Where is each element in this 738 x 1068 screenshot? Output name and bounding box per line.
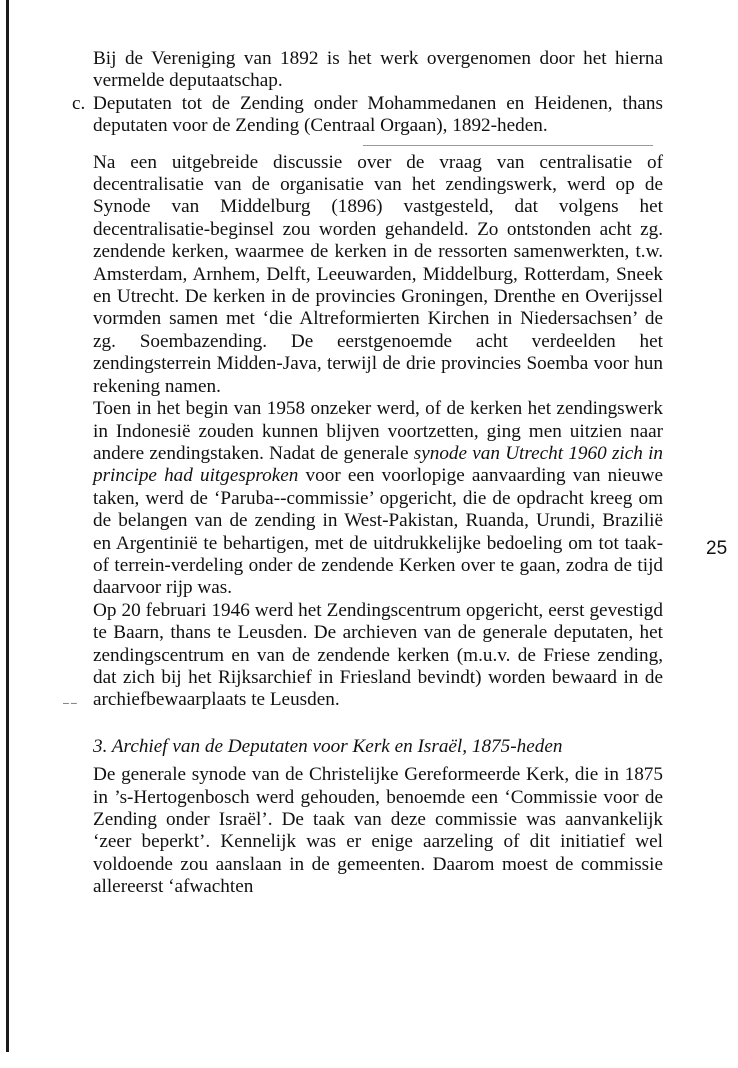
list-item-c-text: Deputaten tot de Zending onder Mohammedanen en Heidenen, thans deputaten voor de Zending (Centraal Orgaan), 1892-heden.	[93, 92, 663, 137]
left-margin-rule	[6, 0, 9, 1052]
paragraph-1958-start: Toen in het begin van 1958 onzeker werd, of de kerken het zendingswerk in Indonesië zouden kunnen blijven voortzetten, ging men uitzien naar andere zendingstaken. Nadat de generale	[93, 398, 663, 464]
paragraph-zendingscentrum: Op 20 februari 1946 werd het Zendingscentrum opgericht, eerst gevestigd te Baarn, thans te Leusden. De archieven van de generale deputaten, het zendingscentrum en van de zendende kerken (m.u.v. de Friese zending, dat zich bij het Rijksarchief in Friesland bevindt) worden bewaard in de archiefbewaarplaats te Leusden.	[93, 599, 663, 711]
paragraph-1958-italic: synode van Utrecht 1960 zich in principe had uitgesproken	[93, 442, 664, 487]
paragraph-1958-end: voor een voorlopige aanvaarding van nieuwe taken, werd de ‘Paruba--commissie’ opgericht, die de opdracht kreeg om de belangen van de zending in West-Pakistan, Ruanda, Urundi, Brazilië en Argentinië te behartigen, met de uitdrukkelijke bedoeling om tot taak- of terrein-verdeling onder de zendende Kerken over te gaan, zodra de tijd daarvoor rijp was.	[93, 465, 663, 599]
scan-artifact-mark: ⁻⁻	[62, 699, 78, 715]
page-number: 25	[706, 538, 728, 559]
section-heading: 3. Archief van de Deputaten voor Kerk en Israël, 1875-heden	[93, 735, 563, 757]
faint-rule	[363, 145, 653, 146]
intro-paragraph: Bij de Vereniging van 1892 is het werk overgenomen door het hierna vermelde deputaatschap.	[93, 48, 663, 92]
page-text-column	[72, 48, 664, 899]
paragraph-synode-1875: De generale synode van de Christelijke Gereformeerde Kerk, die in 1875 in ’s-Hertogenbosch werd gehouden, benoemde een ‘Commissie voor de Zending onder Israël’. De taak van deze commissie was aanvankelijk ‘zeer beperkt’. Kennelijk was er enige aarzeling of dit initiatief wel voldoende zou aanslaan in de gemeenten. Daarom moest de commissie allereerst ‘afwachten	[93, 764, 663, 898]
list-item-c	[72, 92, 663, 138]
paragraph-1958	[93, 398, 663, 600]
list-marker-c: c.	[72, 92, 86, 114]
paragraph-decentralisatie: Na een uitgebreide discussie over de vraag van centralisatie of decentralisatie van de organisatie van het zendingswerk, werd op de Synode van Middelburg (1896) vastgesteld, dat volgens het decentralisatie-beginsel zou worden gehandeld. Zo ontstonden acht zg. zendende kerken, waarmee de kerken in de ressorten samenwerkten, t.w. Amsterdam, Arnhem, Delft, Leeuwarden, Middelburg, Rotterdam, Sneek en Utrecht. De kerken in de provincies Groningen, Drenthe en Overijssel vormden samen met ‘die Altreformierten Kirchen in Niedersachsen’ de zg. Soembazending. De eerstgenoemde acht verdeelden het zendingsterrein Midden-Java, terwijl de drie provincies Soemba voor hun rekening namen.	[93, 151, 663, 397]
